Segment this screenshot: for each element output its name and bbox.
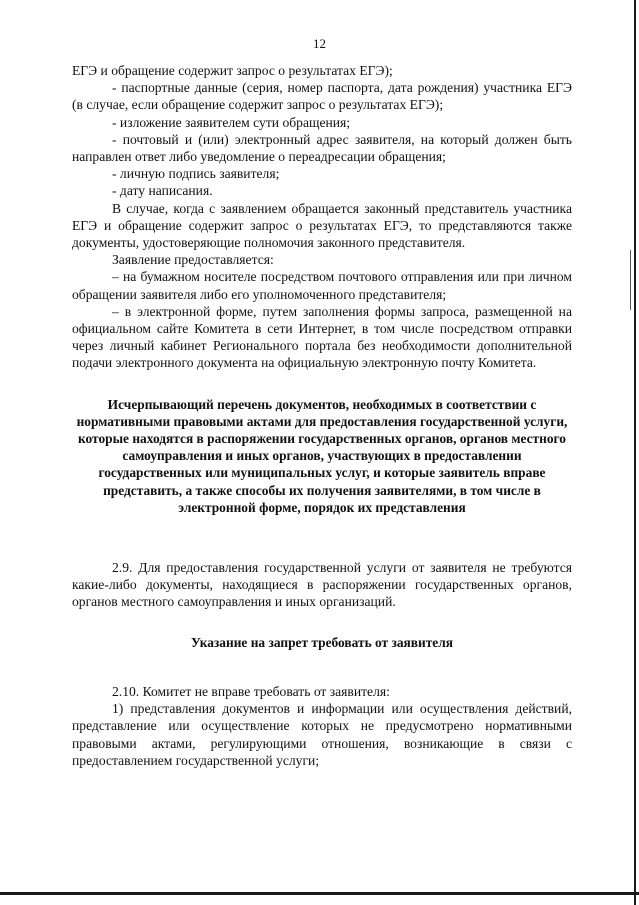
page-number: 12 <box>313 36 326 51</box>
paragraph: - личную подпись заявителя; <box>112 166 280 182</box>
paragraph: – в электронной форме, путем заполнения формы запроса, размещенной на официальном сайте Комитета в сети Интернет, в том числе посредством отправки через личный кабинет Регионального портала без необходимости дополнительной подачи электронного документа на официальную электронную почту Комитета. <box>72 303 572 371</box>
paragraph: - дату написания. <box>112 183 213 199</box>
scan-edge-bottom <box>0 892 639 895</box>
paragraph: - почтовый и (или) электронный адрес заявителя, на который должен быть направлен ответ либо уведомление о переадресации обращения; <box>72 131 572 165</box>
paragraph: - изложение заявителем сути обращения; <box>112 114 351 130</box>
scan-edge-mark <box>630 250 631 310</box>
paragraph-2-10-1: 1) представления документов и информации или осуществления действий, представление или осуществление которых не предусмотрено нормативными правовыми актами, регулирующими отношения, возникающие в связи с предоставлением государственной услуги; <box>72 701 572 768</box>
paragraph: – на бумажном носителе посредством почтового отправления или при личном обращении заявителя либо его уполномоченного представителя; <box>72 269 572 302</box>
scan-edge-right <box>634 0 636 905</box>
paragraph-2-10: 2.10. Комитет не вправе требовать от заявителя: <box>112 683 390 699</box>
document-body <box>72 62 572 769</box>
paragraph: ЕГЭ и обращение содержит запрос о результатах ЕГЭ); <box>72 63 393 78</box>
paragraph: - паспортные данные (серия, номер паспорта, дата рождения) участника ЕГЭ (в случае, если обращение содержит запрос о результатах ЕГЭ); <box>72 80 572 113</box>
section-heading-prohibition: Указание на запрет требовать от заявителя <box>190 634 453 650</box>
section-heading-documents: Исчерпывающий перечень документов, необходимых в соответствии с нормативными правовыми актами для предоставления государственной услуги, которые находятся в распоряжении государственных органов, органов местного самоуправления и иных органов, участвующих в предоставлении государственных или муниципальных услуг, и которые заявитель вправе представить, а также способы их получения заявителями, в том числе в электронной форме, порядок их представления <box>76 396 568 515</box>
paragraph: В случае, когда с заявлением обращается законный представитель участника ЕГЭ и обращение содержит запрос о результатах ЕГЭ, то представляются также документы, удостоверяющие полномочия законного представителя. <box>72 200 572 251</box>
paragraph-2-9: 2.9. Для предоставления государственной услуги от заявителя не требуются какие-либо документы, находящиеся в распоряжении государственных органов, органов местного самоуправления и иных организаций. <box>72 560 572 610</box>
paragraph: Заявление предоставляется: <box>112 252 274 268</box>
